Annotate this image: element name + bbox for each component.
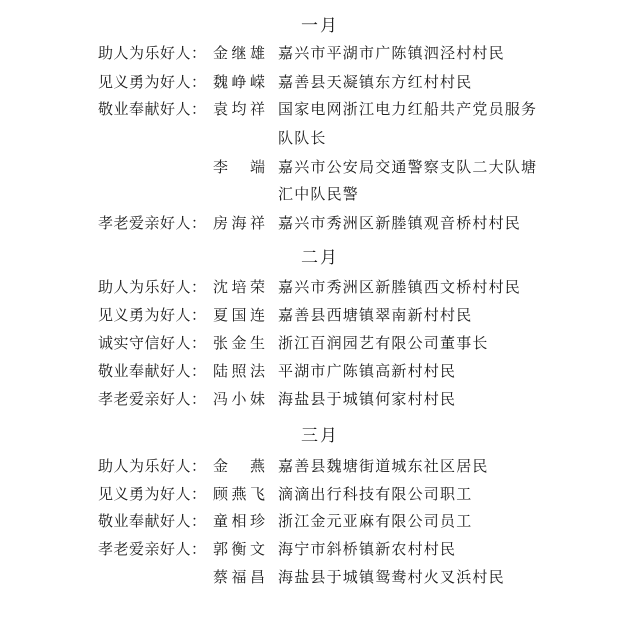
list-item [0, 98, 640, 120]
list-item [0, 566, 640, 588]
person-name: 童相珍 [213, 512, 265, 530]
person-name: 郭衡文 [213, 540, 265, 558]
category-label: 敬业奉献好人： [98, 362, 207, 380]
category-label: 见义勇为好人： [98, 485, 207, 503]
person-description: 嘉善县西塘镇翠南新村村民 [278, 306, 473, 324]
person-description: 海盐县于城镇何家村村民 [278, 390, 457, 408]
person-description: 滴滴出行科技有限公司职工 [278, 485, 473, 503]
list-item [0, 42, 640, 64]
list-item [0, 276, 640, 298]
category-label: 敬业奉献好人： [98, 100, 207, 118]
category-label: 孝老爱亲好人： [98, 214, 207, 232]
list-item [0, 360, 640, 382]
person-name: 冯小妹 [213, 390, 265, 408]
person-description: 浙江金元亚麻有限公司员工 [278, 512, 473, 530]
person-description: 嘉兴市秀洲区新塍镇观音桥村村民 [278, 214, 522, 232]
list-item [0, 304, 640, 326]
list-item [0, 332, 640, 354]
person-description: 国家电网浙江电力红船共产党员服务 [278, 100, 538, 118]
person-description: 嘉兴市秀洲区新塍镇西文桥村村民 [278, 278, 522, 296]
category-label: 见义勇为好人： [98, 73, 207, 91]
category-label: 助人为乐好人： [98, 44, 207, 62]
person-description-cont: 汇中队民警 [278, 185, 360, 203]
list-item [0, 156, 640, 178]
list-item [0, 483, 640, 505]
person-description: 嘉兴市平湖市广陈镇泗泾村村民 [278, 44, 505, 62]
category-label: 助人为乐好人： [98, 278, 207, 296]
category-label: 孝老爱亲好人： [98, 390, 207, 408]
person-name: 金继雄 [213, 44, 265, 62]
list-item [0, 388, 640, 410]
person-description: 平湖市广陈镇高新村村民 [278, 362, 457, 380]
list-item [0, 71, 640, 93]
list-item [0, 455, 640, 477]
person-name: 李 端 [213, 158, 265, 176]
person-name: 顾燕飞 [213, 485, 265, 503]
person-description: 浙江百润园艺有限公司董事长 [278, 334, 489, 352]
list-item [0, 538, 640, 560]
person-description: 海宁市斜桥镇新农村村民 [278, 540, 457, 558]
list-item [0, 212, 640, 234]
month-heading-mar: 三月 [301, 426, 339, 446]
person-name: 夏国连 [213, 306, 265, 324]
person-name: 魏峥嵘 [213, 73, 265, 91]
person-name: 陆照法 [213, 362, 265, 380]
category-label: 敬业奉献好人： [98, 512, 207, 530]
category-label: 孝老爱亲好人： [98, 540, 207, 558]
person-name: 袁均祥 [213, 100, 265, 118]
person-name: 金 燕 [213, 457, 265, 475]
person-name: 张金生 [213, 334, 265, 352]
person-description: 嘉兴市公安局交通警察支队二大队塘 [278, 158, 538, 176]
person-description: 嘉善县天凝镇东方红村村民 [278, 73, 473, 91]
month-heading-jan: 一月 [301, 16, 339, 36]
person-description: 嘉善县魏塘街道城东社区居民 [278, 457, 489, 475]
person-name: 蔡福昌 [213, 568, 265, 586]
category-label: 诚实守信好人： [98, 334, 207, 352]
list-item-continuation [0, 127, 640, 149]
person-name: 沈培荣 [213, 278, 265, 296]
list-item-continuation [0, 183, 640, 205]
month-heading-feb: 二月 [301, 248, 339, 268]
category-label: 见义勇为好人： [98, 306, 207, 324]
category-label: 助人为乐好人： [98, 457, 207, 475]
list-item [0, 510, 640, 532]
person-description-cont: 队队长 [278, 129, 327, 147]
person-name: 房海祥 [213, 214, 265, 232]
person-description: 海盐县于城镇鸳鸯村火叉浜村民 [278, 568, 505, 586]
